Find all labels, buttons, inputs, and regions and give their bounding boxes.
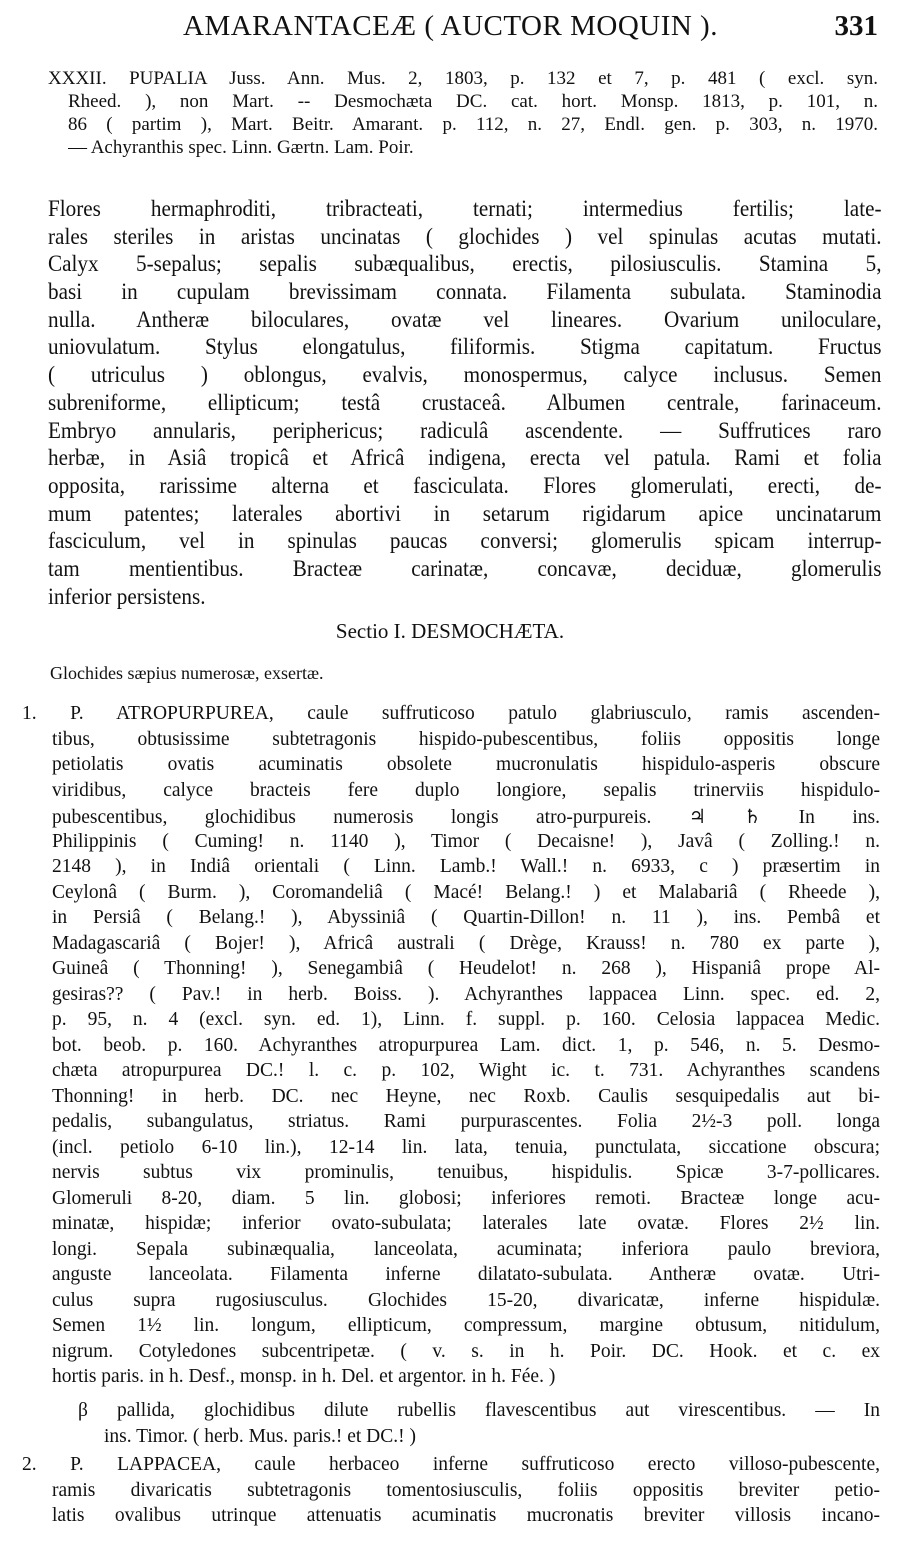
text-line: 86 ( partim ), Mart. Beitr. Amarant. p. 112, n. 27, Endl. gen. p. 303, n. 1970. (68, 114, 878, 135)
text-line: ins. Timor. ( herb. Mus. paris.! et DC.! ) (104, 1426, 416, 1447)
section-note: Glochides sæpius numerosæ, exsertæ. (50, 663, 324, 683)
page-number: 331 (834, 10, 878, 42)
text-line: pubescentibus, glochidibus numerosis longis atro-purpureis. ♃ ♄ In ins. (52, 807, 880, 828)
text-line: Guineâ ( Thonning! ), Senegambiâ ( Heudelot! n. 268 ), Hispaniâ prope Al- (52, 958, 880, 979)
text-line: basi in cupulam brevissimam connata. Filamenta subulata. Staminodia (48, 279, 882, 305)
text-line: Philippinis ( Cuming! n. 1140 ), Timor ( Decaisne! ), Javâ ( Zolling.! n. (52, 830, 880, 852)
text-line: inferior persistens. (48, 583, 206, 609)
section-heading: Sectio I. DESMOCHÆTA. (335, 619, 565, 643)
text-line: gesiras?? ( Pav.! in herb. Boiss. ). Achyranthes lappacea Linn. spec. ed. 2, (52, 983, 880, 1005)
text-line: (incl. petiolo 6-10 lin.), 12-14 lin. lata, tenuia, punctulata, siccatione obscura; (52, 1136, 880, 1158)
text-line: Semen 1½ lin. longum, ellipticum, compressum, margine obtusum, nitidulum, (52, 1315, 880, 1336)
text-line: Calyx 5-sepalus; sepalis subæqualibus, erectis, pilosiusculis. Stamina 5, (48, 251, 882, 277)
variety-beta-entry (78, 1400, 880, 1452)
text-line: Embryo annularis, periphericus; radiculâ ascendente. — Suffrutices raro (48, 417, 882, 443)
text-line: latis ovalibus utrinque attenuatis acuminatis mucronatis breviter villosis incano- (52, 1505, 880, 1526)
text-line: chæta atropurpurea DC.! l. c. p. 102, Wight ic. t. 731. Achyranthes scandens (52, 1060, 880, 1081)
text-line: Flores hermaphroditi, tribracteati, ternati; intermedius fertilis; late- (48, 196, 882, 221)
text-line: ( utriculus ) oblongus, evalvis, monospermus, calyce inclusus. Semen (48, 362, 882, 388)
genus-description (48, 196, 882, 611)
species-2-entry (22, 1454, 880, 1531)
text-line: hortis paris. in h. Desf., monsp. in h. Del. et argentor. in h. Fée. ) (52, 1366, 556, 1387)
text-line: minatæ, hispidæ; inferior ovato-subulata; laterales late ovatæ. Flores 2½ lin. (52, 1213, 880, 1234)
text-line: Madagascariâ ( Bojer! ), Africâ australi ( Drège, Krauss! n. 780 ex parte ), (52, 932, 880, 954)
text-line: Rheed. ), non Mart. -- Desmochæta DC. cat. hort. Monsp. 1813, p. 101, n. (68, 91, 878, 112)
text-line: rales steriles in aristas uncinatas ( glochides ) vel spinulas acutas mutati. (48, 223, 882, 249)
text-line: fasciculum, vel in spinulas paucas conversi; glomerulis spicam interrup- (48, 528, 882, 554)
text-line: pedalis, subangulatus, striatus. Rami purpurascentes. Folia 2½-3 poll. longa (52, 1111, 880, 1132)
text-line: XXXII. PUPALIA Juss. Ann. Mus. 2, 1803, p. 132 et 7, p. 481 ( excl. syn. (48, 68, 878, 89)
text-line: ramis divaricatis subtetragonis tomentosiusculis, foliis oppositis breviter petio- (52, 1479, 880, 1501)
text-line: 1. P. ATROPURPUREA, caule suffruticoso patulo glabriusculo, ramis ascenden- (22, 703, 880, 724)
text-line: nigrum. Cotyledones subcentripetæ. ( v. s. in h. Poir. DC. Hook. et c. ex (52, 1340, 880, 1362)
running-header (0, 10, 900, 50)
text-line: tibus, obtusissime subtetragonis hispido-pubescentibus, foliis oppositis longe (52, 728, 880, 750)
text-line: nulla. Antheræ biloculares, ovatæ vel lineares. Ovarium uniloculare, (48, 306, 882, 332)
text-line: Ceylonâ ( Burm. ), Coromandeliâ ( Macé! Belang.! ) et Malabariâ ( Rheede ), (52, 881, 880, 903)
text-line: nervis subtus vix prominulis, tenuibus, hispidulis. Spicæ 3-7-pollicares. (52, 1162, 880, 1183)
text-line: tam mentientibus. Bracteæ carinatæ, concavæ, deciduæ, glomerulis (48, 555, 882, 581)
text-line: opposita, rarissime alterna et fasciculata. Flores glomerulati, erecti, de- (48, 472, 882, 498)
text-line: herbæ, in Asiâ tropicâ et Africâ indigena, erecta vel patula. Rami et folia (48, 445, 882, 471)
text-line: 2. P. LAPPACEA, caule herbaceo inferne suffruticoso erecto villoso-pubescente, (22, 1454, 880, 1475)
text-line: p. 95, n. 4 (excl. syn. ed. 1), Linn. f. suppl. p. 160. Celosia lappacea Medic. (52, 1009, 880, 1030)
text-line: β pallida, glochidibus dilute rubellis flavescentibus aut virescentibus. — In (78, 1400, 880, 1421)
text-line: mum patentes; laterales abortivi in setarum rigidarum apice uncinatarum (48, 500, 882, 526)
text-line: longi. Sepala subinæqualia, lanceolata, acuminata; inferiora paulo breviora, (52, 1238, 880, 1260)
running-title: AMARANTACEÆ ( AUCTOR MOQUIN ). (183, 10, 718, 42)
text-line: petiolatis ovatis acuminatis obsolete mucronulatis hispidulo-asperis obscure (52, 754, 880, 775)
text-line: Thonning! in herb. DC. nec Heyne, nec Roxb. Caulis sesquipedalis aut bi- (52, 1085, 880, 1107)
genus-synonymy (48, 68, 878, 160)
text-line: viridibus, calyce bracteis fere duplo longiore, sepalis trinerviis hispidulo- (52, 779, 880, 801)
text-line: 2148 ), in Indiâ orientali ( Linn. Lamb.! Wall.! n. 6933, c ) præsertim in (52, 856, 880, 877)
species-1-entry (22, 703, 880, 1392)
text-line: bot. beob. p. 160. Achyranthes atropurpurea Lam. dict. 1, p. 546, n. 5. Desmo- (52, 1034, 880, 1056)
text-line: — Achyranthis spec. Linn. Gærtn. Lam. Poir. (68, 137, 414, 158)
text-line: culus supra rugosiusculus. Glochides 15-20, divaricatæ, inferne hispidulæ. (52, 1289, 880, 1311)
text-line: uniovulatum. Stylus elongatulus, filiformis. Stigma capitatum. Fructus (48, 334, 882, 360)
text-line: Glomeruli 8-20, diam. 5 lin. globosi; inferiores remoti. Bracteæ longe acu- (52, 1187, 880, 1209)
text-line: anguste lanceolata. Filamenta inferne dilatato-subulata. Antheræ ovatæ. Utri- (52, 1264, 880, 1285)
text-line: in Persiâ ( Belang.! ), Abyssiniâ ( Quartin-Dillon! n. 11 ), ins. Pembâ et (52, 907, 880, 928)
text-line: subreniforme, ellipticum; testâ crustaceâ. Albumen centrale, farinaceum. (48, 389, 882, 415)
